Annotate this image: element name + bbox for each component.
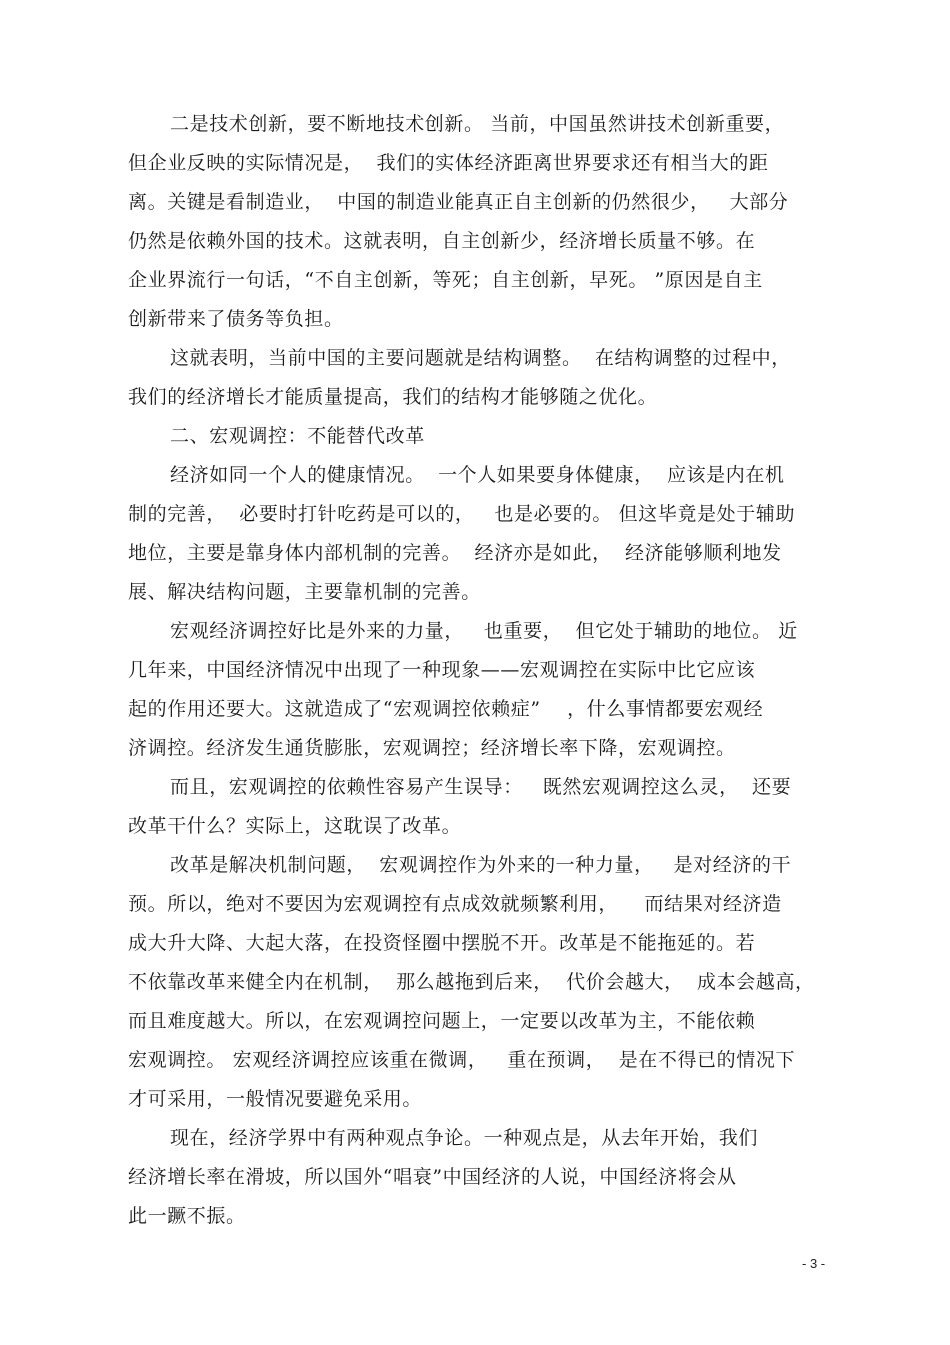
text-line: 起的作用还要大。这就造成了“宏观调控依赖症” ，什么事情都要宏观经: [128, 698, 764, 720]
text-line: 改革是解决机制问题， 宏观调控作为外来的一种力量， 是对经济的干: [170, 854, 792, 876]
text-line: 经济如同一个人的健康情况。 一个人如果要身体健康， 应该是内在机: [170, 464, 785, 486]
text-line: 这就表明，当前中国的主要问题就是结构调整。 在结构调整的过程中，: [170, 347, 791, 369]
text-line: 才可采用，一般情况要避免采用。: [128, 1088, 423, 1110]
text-line: 企业界流行一句话，“不自主创新，等死；自主创新，早死。 ”原因是自主: [128, 269, 763, 291]
text-line: 几年来，中国经济情况中出现了一种现象——宏观调控在实际中比它应该: [128, 659, 756, 681]
text-line: 成大升大降、大起大落，在投资怪圈中摆脱不开。改革是不能拖延的。若: [128, 932, 756, 954]
text-line: 此一蹶不振。: [128, 1205, 246, 1227]
text-line: 而且难度越大。所以，在宏观调控问题上，一定要以改革为主，不能依赖: [128, 1010, 756, 1032]
text-line: 预。所以，绝对不要因为宏观调控有点成效就频繁利用， 而结果对经济造: [128, 893, 782, 915]
text-line: 改革干什么？实际上，这耽误了改革。: [128, 815, 462, 837]
text-line: 不依靠改革来健全内在机制， 那么越拖到后来， 代价会越大， 成本会越高，: [128, 971, 815, 993]
text-line: 宏观经济调控好比是外来的力量， 也重要， 但它处于辅助的地位。 近: [170, 620, 798, 642]
text-line: 济调控。经济发生通货膨胀，宏观调控；经济增长率下降，宏观调控。: [128, 737, 736, 759]
text-line: 仍然是依赖外国的技术。这就表明，自主创新少，经济增长质量不够。在: [128, 230, 756, 252]
text-line: 离。关键是看制造业， 中国的制造业能真正自主创新的仍然很少， 大部分: [128, 191, 789, 213]
text-line: 而且，宏观调控的依赖性容易产生误导： 既然宏观调控这么灵， 还要: [170, 776, 792, 798]
text-line: 我们的经济增长才能质量提高，我们的结构才能够随之优化。: [128, 386, 658, 408]
text-line: 制的完善， 必要时打针吃药是可以的， 也是必要的。 但这毕竟是处于辅助: [128, 503, 796, 525]
text-line: 宏观调控。 宏观经济调控应该重在微调， 重在预调， 是在不得已的情况下: [128, 1049, 796, 1071]
text-line: 现在，经济学界中有两种观点争论。一种观点是，从去年开始，我们: [170, 1127, 759, 1149]
text-line: 创新带来了债务等负担。: [128, 308, 344, 330]
text-line: 展、解决结构问题，主要靠机制的完善。: [128, 581, 481, 603]
text-line: 二是技术创新，要不断地技术创新。 当前，中国虽然讲技术创新重要，: [170, 113, 785, 135]
text-line: 地位，主要是靠身体内部机制的完善。 经济亦是如此， 经济能够顺利地发: [128, 542, 782, 564]
text-line: 但企业反映的实际情况是， 我们的实体经济距离世界要求还有相当大的距: [128, 152, 769, 174]
section-heading: 二、宏观调控：不能替代改革: [170, 425, 425, 447]
text-line: 经济增长率在滑坡，所以国外“唱衰”中国经济的人说，中国经济将会从: [128, 1166, 737, 1188]
page-number: - 3 -: [802, 1256, 826, 1271]
